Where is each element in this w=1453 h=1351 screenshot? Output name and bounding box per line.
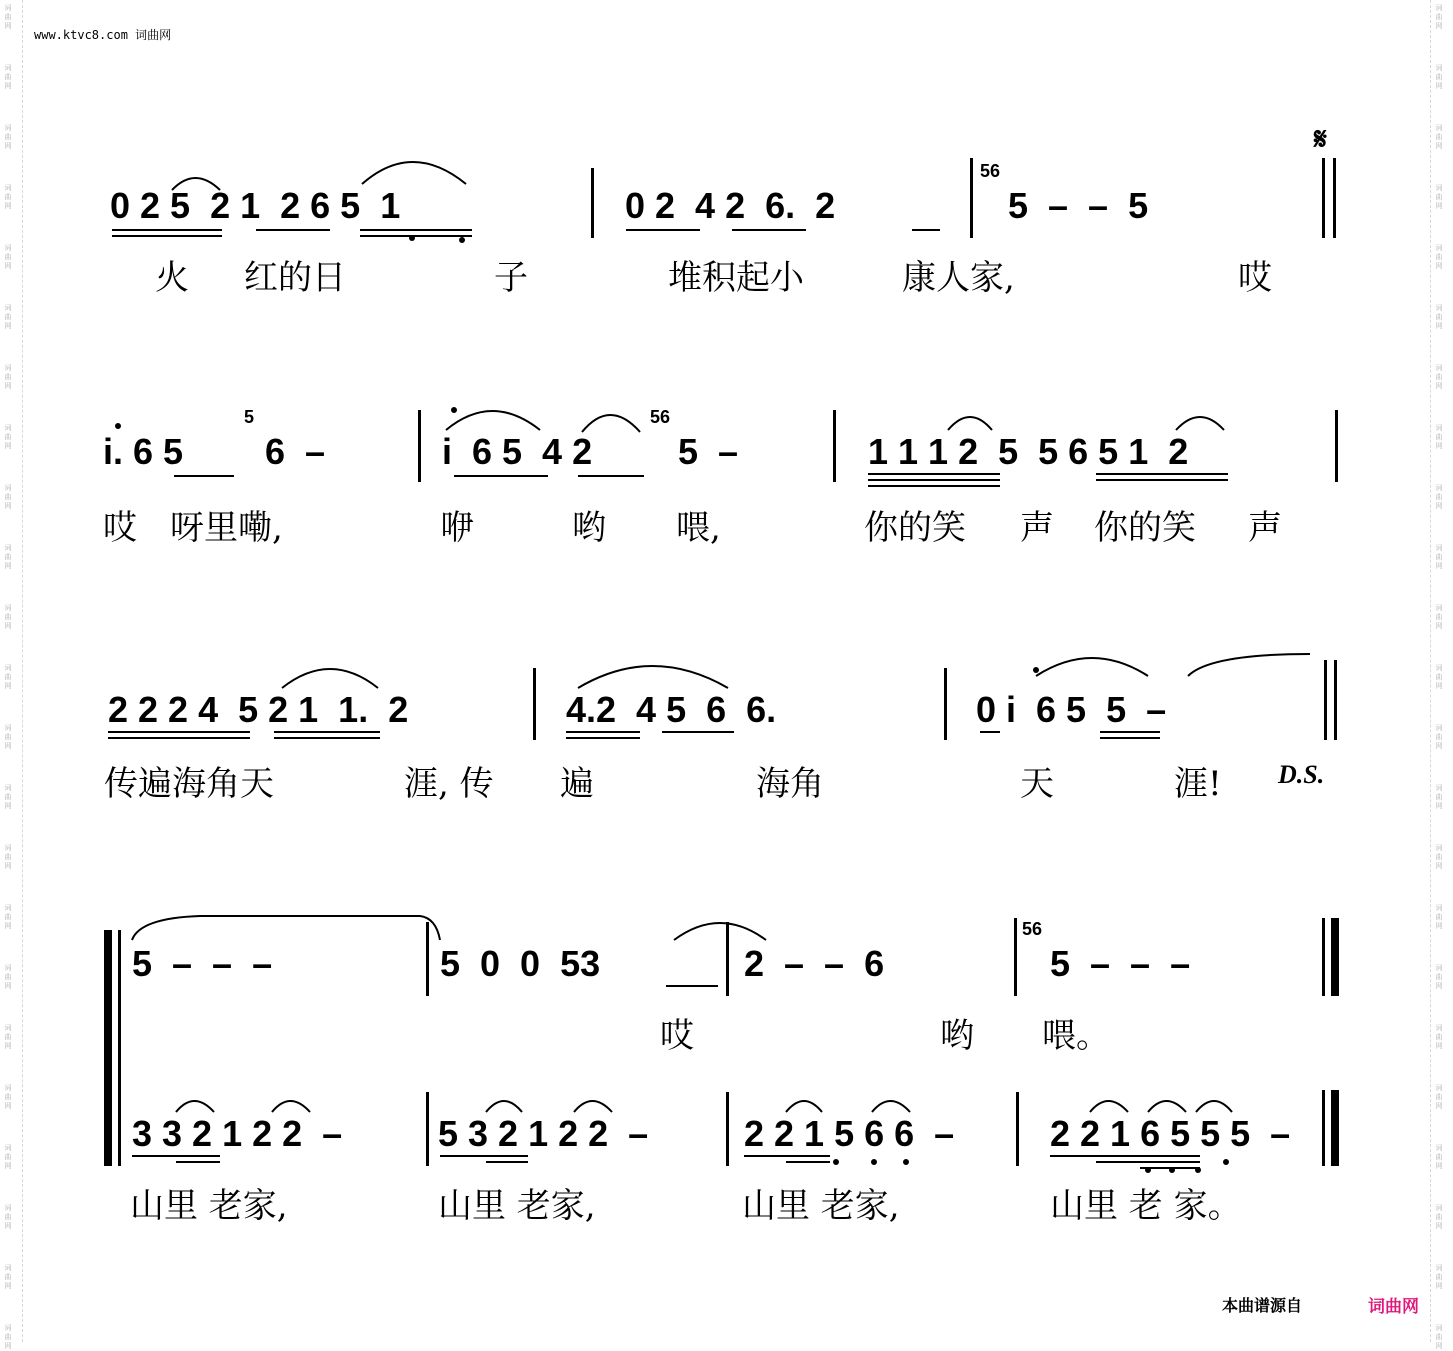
notes-r2-e: 1 1 1 2 5 5 6 5 1 2 [868, 431, 1189, 472]
side-watermark-text: 词 曲 网 [4, 664, 12, 690]
side-watermark-text: 词 曲 网 [4, 1204, 12, 1230]
lyric: 你的笑 [1094, 508, 1196, 548]
lyric: 哎 [103, 508, 137, 548]
side-watermark-text: 词 曲 网 [1435, 424, 1443, 450]
notes-r2-d: 5 – [678, 431, 739, 472]
side-watermark-text: 词 曲 网 [1435, 1204, 1443, 1230]
side-watermark-text: 词 曲 网 [4, 304, 12, 330]
lyric: 喂, [676, 508, 721, 548]
side-watermark-text: 词 曲 网 [4, 604, 12, 630]
lyric: 哟 [572, 508, 606, 548]
slur [362, 162, 466, 184]
lyric: 涯! [1174, 764, 1222, 804]
lyric: 山里 老家, [438, 1186, 596, 1226]
notes-r4-m4: 5 – – – [1050, 943, 1191, 984]
notes-r1-m2: 0 2 4 2 6. 2 [625, 185, 836, 226]
side-watermark-text: 词 曲 网 [1435, 304, 1443, 330]
lyric: 康人家, [902, 258, 1015, 298]
lyric: 火 [155, 258, 189, 298]
side-watermark-text: 词 曲 网 [1435, 4, 1443, 30]
lyric: 声 [1248, 508, 1282, 548]
lyric: 山里 老 家。 [1050, 1186, 1242, 1226]
slur [446, 411, 540, 430]
notes-r5-m4: 2 2 1 6 5 5 5 – [1050, 1113, 1291, 1154]
notes-r3-b: 4.2 4 5 6 6. [566, 689, 777, 730]
grace-note: 56 [980, 161, 1001, 181]
side-watermark-text: 词 曲 网 [1435, 484, 1443, 510]
notes-r2-b: 6 – [265, 431, 326, 472]
slur [1036, 658, 1148, 676]
notes-r3-a: 2 2 2 4 5 2 1 1. 2 [108, 689, 409, 730]
slur [282, 669, 378, 688]
side-watermark-text: 词 曲 网 [4, 484, 12, 510]
lyric: 山里 老家, [742, 1186, 900, 1226]
side-watermark-text: 词 曲 网 [1435, 1084, 1443, 1110]
slur [582, 415, 640, 432]
lyric: 堆积起小 [668, 258, 804, 298]
notes-r3-c: 0 i 6 5 5 – [976, 689, 1167, 730]
lyric: 子 [494, 258, 528, 298]
notes-r1-m3: 5 – – 5 [1008, 185, 1149, 226]
side-watermark-text: 词 曲 网 [1435, 544, 1443, 570]
lyric: 喂。 [1042, 1016, 1110, 1056]
side-watermark-text: 词 曲 网 [1435, 844, 1443, 870]
notes-r5-m1: 3 3 2 1 2 2 – [132, 1113, 343, 1154]
side-watermark-text: 词 曲 网 [4, 424, 12, 450]
side-watermark-text: 词 曲 网 [1435, 1144, 1443, 1170]
side-watermark-text: 词 曲 网 [4, 1324, 12, 1350]
side-watermark-text: 词 曲 网 [1435, 184, 1443, 210]
side-watermark-text: 词 曲 网 [1435, 64, 1443, 90]
slur [1176, 417, 1224, 430]
side-watermark-text: 词 曲 网 [4, 4, 12, 30]
notes-r4-m1: 5 – – – [132, 943, 273, 984]
side-watermark-text: 词 曲 网 [1435, 244, 1443, 270]
side-watermark-text: 词 曲 网 [1435, 364, 1443, 390]
footer-source-label: 本曲谱源自 [1222, 1296, 1303, 1315]
slur [1188, 654, 1310, 676]
watermark-url: www.ktvc8.com 词曲网 [34, 28, 172, 42]
side-watermark-text: 词 曲 网 [4, 124, 12, 150]
grace-note: 56 [650, 407, 671, 427]
lyric: 咿 [440, 508, 474, 548]
lyric: 声 [1020, 508, 1054, 548]
side-watermark-text: 词 曲 网 [4, 784, 12, 810]
lyric: 山里 老家, [130, 1186, 288, 1226]
slur [578, 666, 728, 688]
side-watermark-text: 词 曲 网 [1435, 664, 1443, 690]
grace-note: 5 [244, 407, 255, 427]
notes-r1-m1: 0 2 5 2 1 2 6 5 1 [110, 185, 401, 226]
side-watermark-text: 词 曲 网 [4, 1024, 12, 1050]
notes-r2-a: i. 6 5 [103, 431, 184, 472]
lyric: 红的日 [244, 258, 346, 298]
side-watermark-text: 词 曲 网 [4, 184, 12, 210]
lyric: 你的笑 [864, 508, 966, 548]
side-watermark-text: 词 曲 网 [4, 904, 12, 930]
side-watermark-text: 词 曲 网 [4, 364, 12, 390]
side-watermark-text: 词 曲 网 [1435, 1024, 1443, 1050]
notes-r5-m2: 5 3 2 1 2 2 – [438, 1113, 649, 1154]
side-watermark-text: 词 曲 网 [1435, 1264, 1443, 1290]
side-watermark-text: 词 曲 网 [1435, 604, 1443, 630]
side-watermark-text: 词 曲 网 [1435, 784, 1443, 810]
side-watermark-text: 词 曲 网 [4, 1264, 12, 1290]
notes-r2-c: i 6 5 4 2 [442, 431, 593, 472]
lyric: 海角 [756, 764, 824, 804]
slur [948, 417, 992, 430]
notes-r5-m3: 2 2 1 5 6 6 – [744, 1113, 955, 1154]
lyric: 哎 [1238, 258, 1272, 298]
side-watermark-text: 词 曲 网 [1435, 904, 1443, 930]
lyric: 呀里嘞, [170, 508, 283, 548]
side-watermark-text: 词 曲 网 [4, 64, 12, 90]
side-watermark-text: 词 曲 网 [4, 244, 12, 270]
side-watermark-text: 词 曲 网 [1435, 1324, 1443, 1350]
dal-segno-marking: D.S. [1278, 760, 1325, 789]
side-watermark-text: 词 曲 网 [1435, 724, 1443, 750]
notes-r4-m2: 5 0 0 53 [440, 943, 601, 984]
slur [172, 178, 220, 190]
side-watermark-text: 词 曲 网 [4, 1084, 12, 1110]
side-watermark-text: 词 曲 网 [1435, 124, 1443, 150]
lyric: 传遍海角天 [104, 764, 274, 804]
tie [132, 916, 440, 940]
lyric: 哎 [660, 1016, 694, 1056]
lyric: 涯, 传 [404, 764, 494, 804]
segno-icon: 𝄋 [1314, 122, 1327, 157]
side-watermark-text: 词 曲 网 [1435, 964, 1443, 990]
lyric: 遍 [560, 764, 594, 804]
side-watermark-text: 词 曲 网 [4, 1144, 12, 1170]
grace-note: 56 [1022, 919, 1043, 939]
slur [674, 923, 766, 940]
side-watermark-text: 词 曲 网 [4, 844, 12, 870]
side-watermark-text: 词 曲 网 [4, 724, 12, 750]
side-watermark-text: 词 曲 网 [4, 964, 12, 990]
side-watermark-text: 词 曲 网 [4, 544, 12, 570]
lyric: 哟 [940, 1016, 974, 1056]
notes-r4-m3: 2 – – 6 [744, 943, 885, 984]
footer-site-link[interactable]: 词曲网 [1368, 1297, 1419, 1317]
lyric: 天 [1020, 764, 1054, 804]
